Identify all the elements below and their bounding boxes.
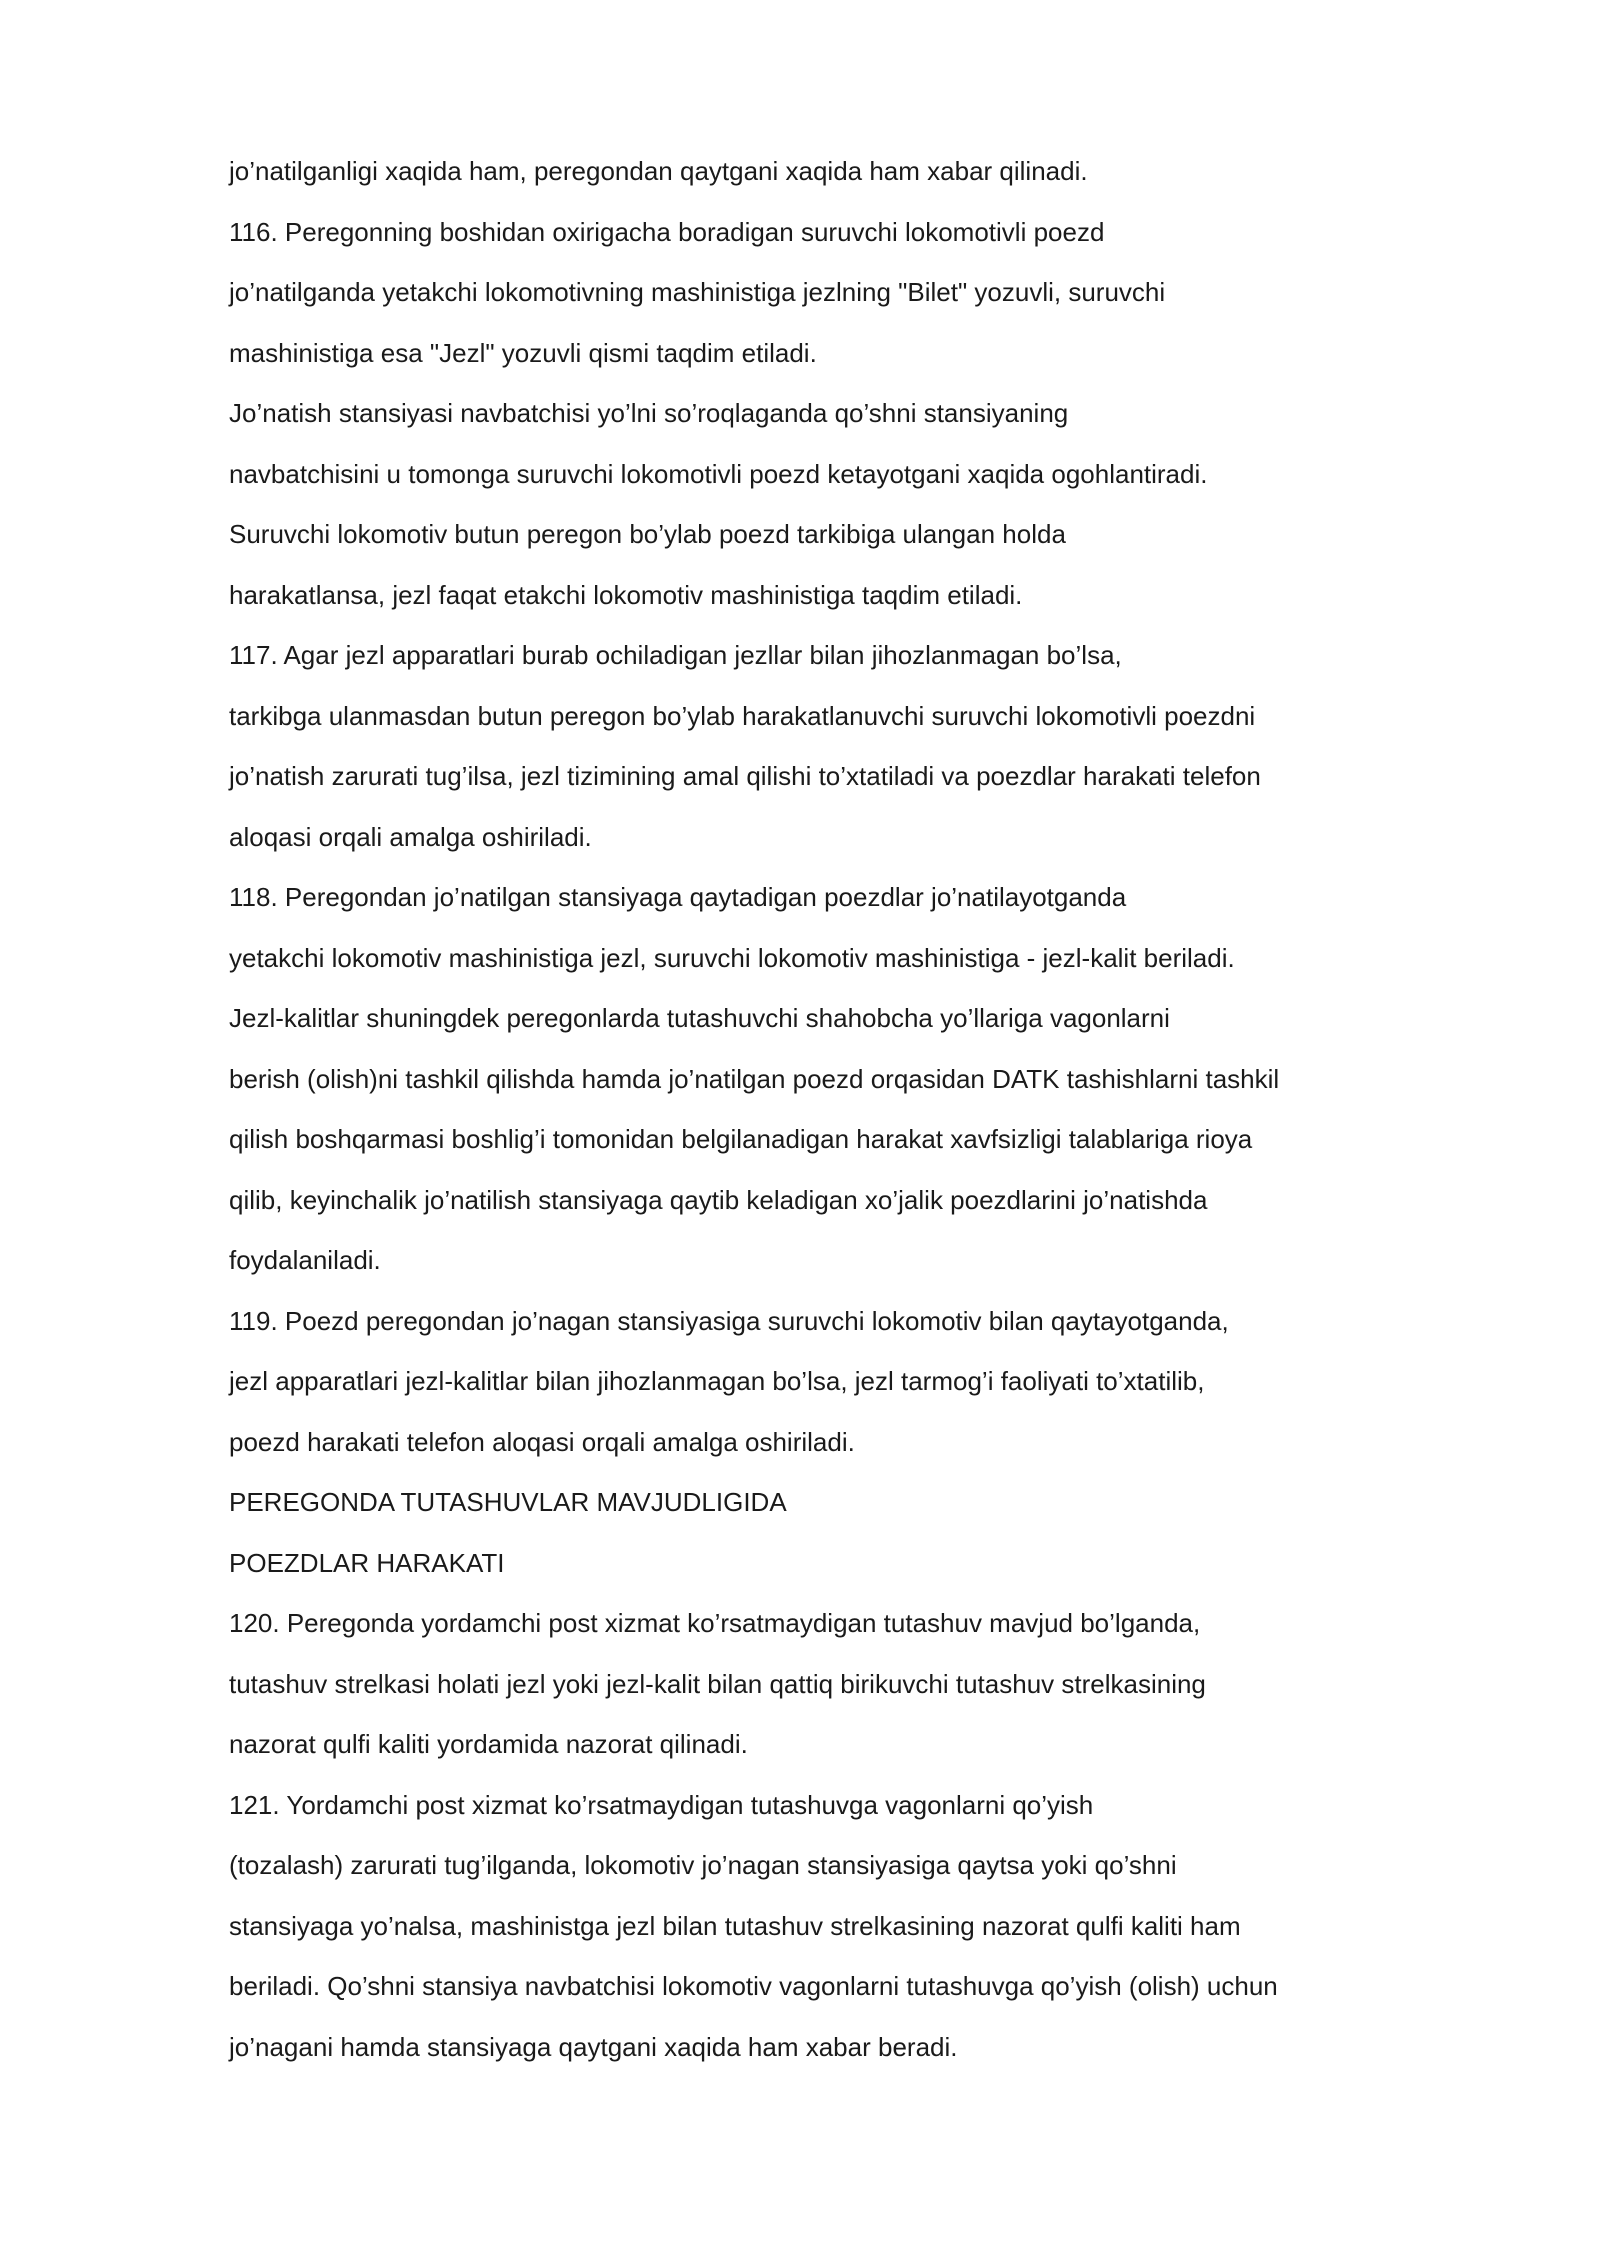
text-line: Suruvchi lokomotiv butun peregon bo’ylab poezd tarkibiga ulangan holda bbox=[229, 519, 1066, 549]
text-line: jo’natish zarurati tug’ilsa, jezl tizimining amal qilishi to’xtatiladi va poezdlar harakati telefon bbox=[229, 761, 1261, 791]
text-line: Jo’natish stansiyasi navbatchisi yo’lni so’roqlaganda qo’shni stansiyaning bbox=[229, 398, 1069, 428]
text-line: navbatchisini u tomonga suruvchi lokomotivli poezd ketayotgani xaqida ogohlantiradi. bbox=[229, 458, 1208, 489]
text-line: jo’natilganligi xaqida ham, peregondan qaytgani xaqida ham xabar qilinadi. bbox=[229, 156, 1088, 186]
text-line: harakatlansa, jezl faqat etakchi lokomotiv mashinistiga taqdim etiladi. bbox=[229, 579, 1023, 610]
text-line: nazorat qulfi kaliti yordamida nazorat qilinadi. bbox=[229, 1729, 748, 1759]
text-line: berish (olish)ni tashkil qilishda hamda jo’natilgan poezd orqasidan DATK tashishlarni tashkil bbox=[229, 1063, 1280, 1094]
text-line: 118. Peregondan jo’natilgan stansiyaga qaytadigan poezdlar jo’natilayotganda bbox=[229, 882, 1127, 912]
text-line: poezd harakati telefon aloqasi orqali amalga oshiriladi. bbox=[229, 1426, 855, 1457]
text-line: yetakchi lokomotiv mashinistiga jezl, suruvchi lokomotiv mashinistiga - jezl-kalit beriladi. bbox=[229, 942, 1235, 973]
text-line: jo’nagani hamda stansiyaga qaytgani xaqida ham xabar beradi. bbox=[229, 2031, 958, 2062]
text-line: aloqasi orqali amalga oshiriladi. bbox=[229, 821, 592, 852]
text-line: qilish boshqarmasi boshlig’i tomonidan belgilanadigan harakat xavfsizligi talablariga rioya bbox=[229, 1124, 1253, 1154]
text-line: 116. Peregonning boshidan oxirigacha boradigan suruvchi lokomotivli poezd bbox=[229, 216, 1105, 247]
text-line: jo’natilganda yetakchi lokomotivning mashinistiga jezlning "Bilet" yozuvli, suruvchi bbox=[229, 277, 1166, 307]
text-line: 121. Yordamchi post xizmat ko’rsatmaydigan tutashuvga vagonlarni qo’yish bbox=[229, 1789, 1094, 1820]
text-line: stansiyaga yo’nalsa, mashinistga jezl bilan tutashuv strelkasining nazorat qulfi kaliti ham bbox=[229, 1910, 1241, 1941]
section-heading-line: PEREGONDA TUTASHUVLAR MAVJUDLIGIDA bbox=[229, 1487, 787, 1517]
text-line: tarkibga ulanmasdan butun peregon bo’ylab harakatlanuvchi suruvchi lokomotivli poezdni bbox=[229, 700, 1256, 731]
section-heading-line: POEZDLAR HARAKATI bbox=[229, 1547, 505, 1578]
text-line: (tozalash) zarurati tug’ilganda, lokomotiv jo’nagan stansiyasiga qaytsa yoki qo’shni bbox=[229, 1850, 1177, 1880]
text-line: beriladi. Qo’shni stansiya navbatchisi lokomotiv vagonlarni tutashuvga qo’yish (olish) uchun bbox=[229, 1971, 1278, 2001]
text-line: mashinistiga esa "Jezl" yozuvli qismi taqdim etiladi. bbox=[229, 337, 817, 368]
text-line: foydalaniladi. bbox=[229, 1245, 381, 1275]
document-body bbox=[229, 148, 1409, 2084]
text-line: qilib, keyinchalik jo’natilish stansiyaga qaytib keladigan xo’jalik poezdlarini jo’natishda bbox=[229, 1184, 1208, 1215]
text-line: Jezl-kalitlar shuningdek peregonlarda tutashuvchi shahobcha yo’llariga vagonlarni bbox=[229, 1003, 1170, 1033]
text-line: 120. Peregonda yordamchi post xizmat ko’rsatmaydigan tutashuv mavjud bo’lganda, bbox=[229, 1608, 1201, 1638]
text-line: 117. Agar jezl apparatlari burab ochiladigan jezllar bilan jihozlanmagan bo’lsa, bbox=[229, 640, 1122, 670]
text-line: tutashuv strelkasi holati jezl yoki jezl-kalit bilan qattiq birikuvchi tutashuv strelkasining bbox=[229, 1668, 1206, 1699]
text-line: jezl apparatlari jezl-kalitlar bilan jihozlanmagan bo’lsa, jezl tarmog’i faoliyati to’xtatilib, bbox=[229, 1366, 1205, 1396]
text-line: 119. Poezd peregondan jo’nagan stansiyasiga suruvchi lokomotiv bilan qaytayotganda, bbox=[229, 1305, 1229, 1336]
